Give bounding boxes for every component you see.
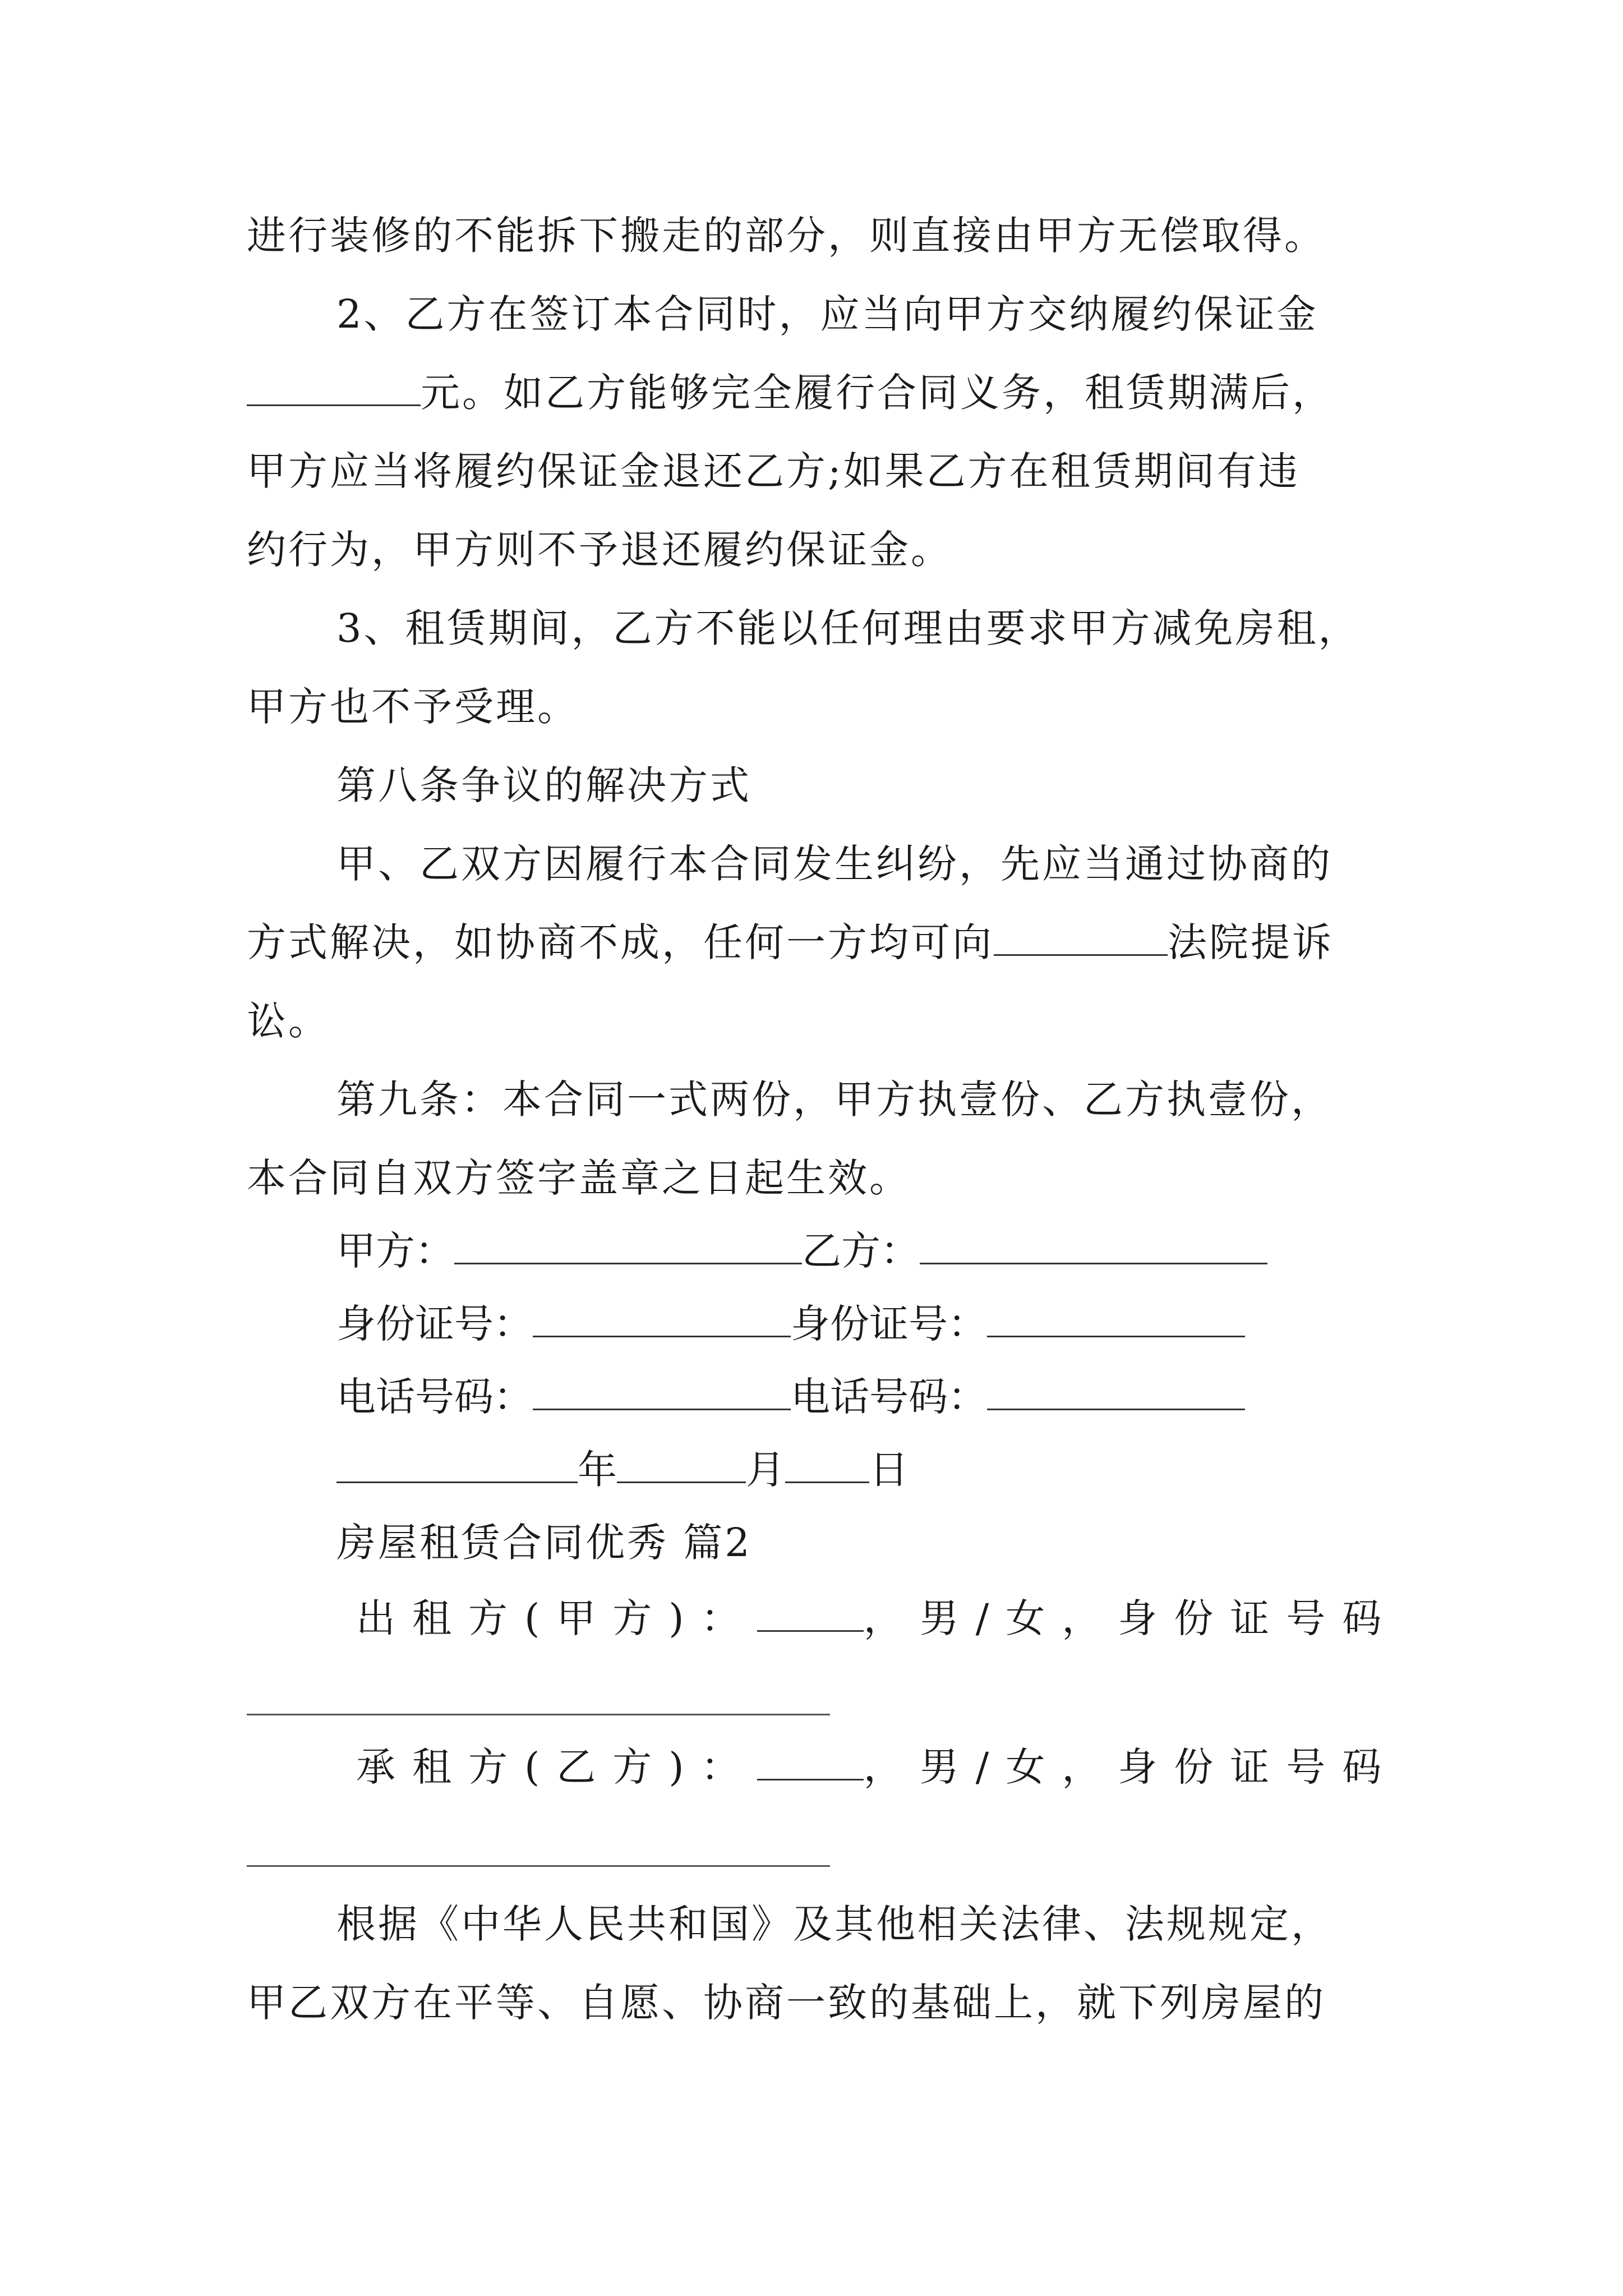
paragraph-line: 讼。 — [247, 998, 330, 1044]
paragraph-line: 甲方也不予受理。 — [247, 684, 579, 730]
party-b-label: 乙方： — [802, 1228, 920, 1274]
lessor-name-blank — [757, 1596, 864, 1632]
year-blank — [336, 1448, 578, 1483]
year-label: 年 — [578, 1447, 617, 1493]
lessee-label: 承租方(乙方)： — [356, 1744, 757, 1790]
paragraph-line: 进行装修的不能拆下搬走的部分，则直接由甲方无偿取得。 — [247, 213, 1326, 259]
lessor-detail: ，男/女，身份证号码 — [863, 1595, 1399, 1641]
signature-row-phone — [336, 1372, 1245, 1422]
id-a-blank — [533, 1302, 791, 1337]
paragraph-line: 本合同自双方签字盖章之日起生效。 — [247, 1155, 911, 1201]
deposit-amount-blank — [247, 371, 421, 406]
phone-a-blank — [533, 1375, 791, 1410]
id-label-b: 身份证号： — [791, 1301, 987, 1347]
phone-label-a: 电话号码： — [336, 1374, 533, 1420]
paragraph-line: 3、租赁期间，乙方不能以任何理由要求甲方减免房租， — [336, 605, 1360, 651]
lessor-label: 出租方(甲方)： — [356, 1595, 757, 1641]
date-row — [336, 1444, 909, 1495]
party-b-blank — [920, 1229, 1267, 1264]
id-b-blank — [987, 1302, 1245, 1337]
lessee-id-rule — [247, 1865, 830, 1867]
day-label: 日 — [869, 1447, 909, 1493]
paragraph-line: 第九条：本合同一式两份，甲方执壹份、乙方执壹份， — [336, 1076, 1332, 1122]
party-a-label: 甲方： — [336, 1228, 454, 1274]
article-heading: 第八条争议的解决方式 — [336, 762, 751, 808]
paragraph-text: 元。如乙方能够完全履行合同义务，租赁期满后， — [421, 370, 1334, 416]
paragraph-line: 甲、乙双方因履行本合同发生纠纷，先应当通过协商的 — [336, 841, 1332, 887]
paragraph-line: 根据《中华人民共和国》及其他相关法律、法规规定， — [336, 1901, 1332, 1947]
court-name-blank — [994, 921, 1168, 956]
paragraph-line — [247, 367, 1334, 418]
paragraph-line: 甲方应当将履约保证金退还乙方;如果乙方在租赁期间有违 — [247, 448, 1300, 494]
paragraph-text: 方式解决，如协商不成，任何一方均可向 — [247, 919, 994, 965]
month-label: 月 — [746, 1447, 785, 1493]
signature-row-id — [336, 1299, 1245, 1349]
paragraph-line: 甲乙双方在平等、自愿、协商一致的基础上，就下列房屋的 — [247, 1980, 1326, 2026]
paragraph-line — [247, 917, 1334, 968]
signature-row-party — [336, 1226, 1267, 1276]
paragraph-line: 约行为，甲方则不予退还履约保证金。 — [247, 527, 952, 573]
lessee-line — [356, 1742, 1398, 1792]
month-blank — [617, 1448, 746, 1483]
phone-label-b: 电话号码： — [791, 1374, 987, 1420]
lessee-detail: ，男/女，身份证号码 — [863, 1744, 1399, 1790]
day-blank — [785, 1448, 869, 1483]
phone-b-blank — [987, 1375, 1245, 1410]
lessor-line — [356, 1593, 1398, 1644]
lessee-name-blank — [757, 1745, 864, 1780]
lessor-id-rule — [247, 1714, 830, 1715]
paragraph-text: 法院提诉 — [1168, 919, 1334, 965]
section-heading: 房屋租赁合同优秀 篇2 — [336, 1520, 752, 1566]
paragraph-line: 2、乙方在签订本合同时，应当向甲方交纳履约保证金 — [336, 291, 1318, 337]
id-label-a: 身份证号： — [336, 1301, 533, 1347]
party-a-blank — [454, 1229, 802, 1264]
